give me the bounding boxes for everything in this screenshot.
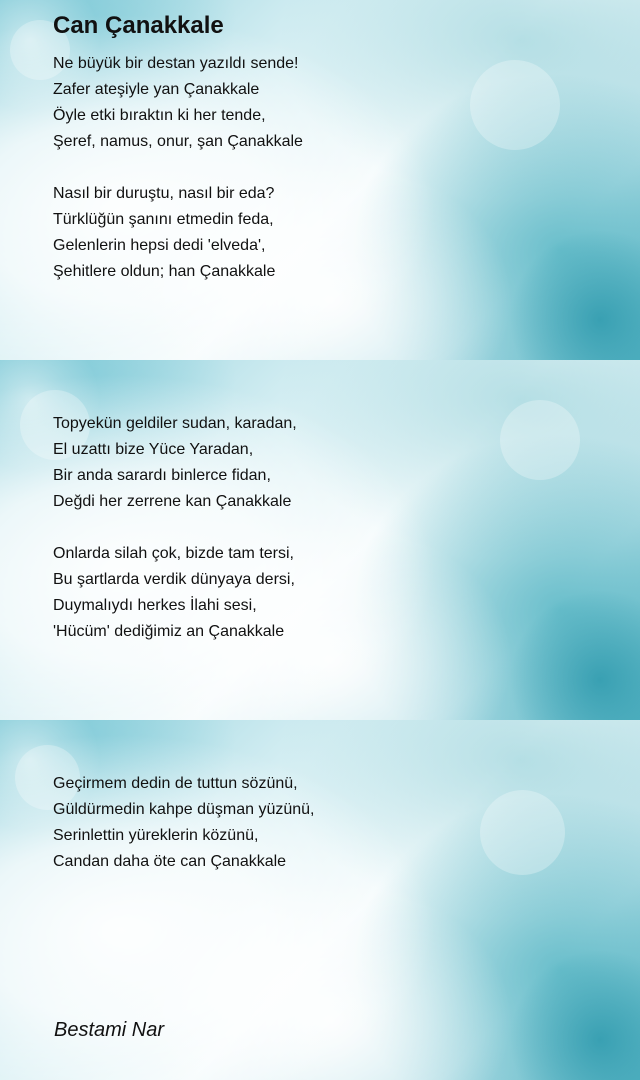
poem-line: Topyekün geldiler sudan, karadan, bbox=[53, 415, 297, 432]
poem-line: Şehitlere oldun; han Çanakkale bbox=[53, 263, 276, 280]
bokeh-light bbox=[500, 400, 580, 480]
poem-line: Nasıl bir duruştu, nasıl bir eda? bbox=[53, 185, 275, 202]
poem-line: Serinlettin yüreklerin közünü, bbox=[53, 827, 259, 844]
stanza-4 bbox=[53, 541, 295, 645]
poem-line: Candan daha öte can Çanakkale bbox=[53, 853, 287, 870]
poem-line: Ne büyük bir destan yazıldı sende! bbox=[53, 55, 299, 72]
poem-author: Bestami Nar bbox=[54, 1019, 165, 1041]
poem-line: Değdi her zerrene kan Çanakkale bbox=[53, 493, 292, 510]
poem-line: Geçirmem dedin de tuttun sözünü, bbox=[53, 775, 298, 792]
poem-line: Şeref, namus, onur, şan Çanakkale bbox=[53, 133, 303, 150]
poem-line: Güldürmedin kahpe düşman yüzünü, bbox=[53, 801, 315, 818]
stanza-1 bbox=[53, 51, 303, 155]
poem-line: Duymalıydı herkes İlahi sesi, bbox=[53, 597, 257, 614]
poem-line: 'Hücüm' dediğimiz an Çanakkale bbox=[53, 623, 285, 640]
bokeh-light bbox=[470, 60, 560, 150]
poem-line: Zafer ateşiyle yan Çanakkale bbox=[53, 81, 260, 98]
poem-title: Can Çanakkale bbox=[53, 12, 224, 39]
poem-line: Bu şartlarda verdik dünyaya dersi, bbox=[53, 571, 295, 588]
poem-line: Öyle etki bıraktın ki her tende, bbox=[53, 107, 266, 124]
poem-line: El uzattı bize Yüce Yaradan, bbox=[53, 441, 254, 458]
poem-line: Gelenlerin hepsi dedi 'elveda', bbox=[53, 237, 266, 254]
stanza-2 bbox=[53, 181, 275, 285]
poem-line: Türklüğün şanını etmedin feda, bbox=[53, 211, 274, 228]
poem-line: Bir anda sarardı binlerce fidan, bbox=[53, 467, 271, 484]
stanza-5 bbox=[53, 771, 315, 875]
stanza-3 bbox=[53, 411, 297, 515]
bokeh-light bbox=[480, 790, 565, 875]
poem-line: Onlarda silah çok, bizde tam tersi, bbox=[53, 545, 294, 562]
